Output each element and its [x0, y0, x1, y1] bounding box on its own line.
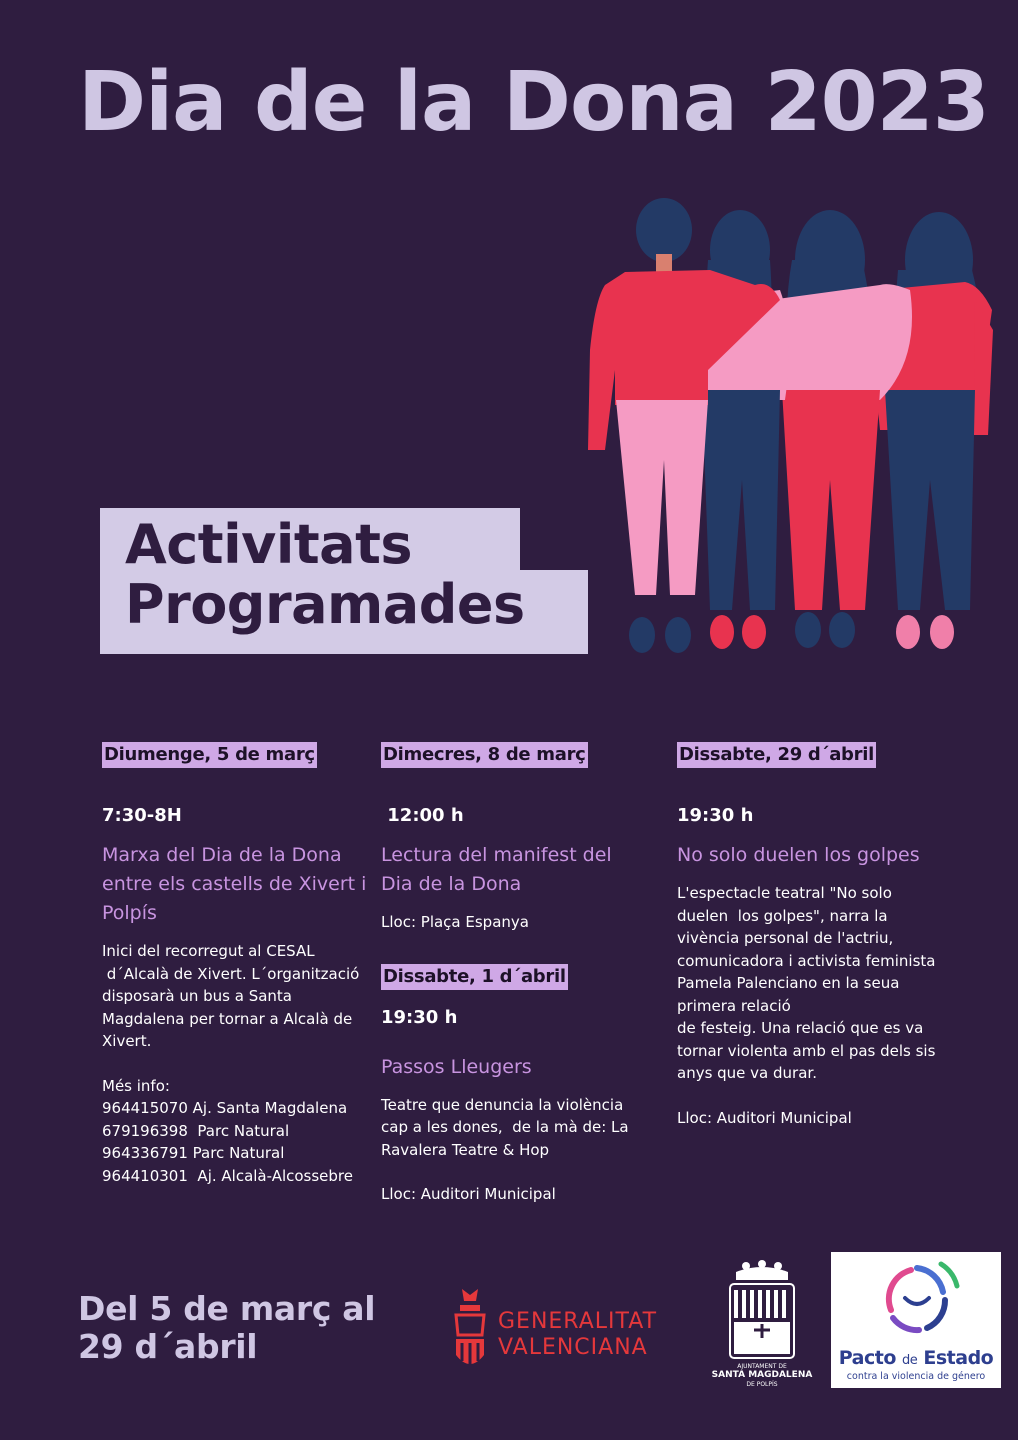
desc-line: d´Alcalà de Xivert. L´organització — [102, 964, 360, 983]
gv-line-1: GENERALITAT — [498, 1309, 658, 1334]
desc-line: Xivert. — [102, 1032, 152, 1050]
activity-description-2 — [381, 1094, 646, 1206]
activity-time: 19:30 h — [677, 805, 754, 826]
smag-line-2: SANTA MAGDALENA — [711, 1370, 813, 1380]
pacto-word-2: de — [902, 1353, 918, 1368]
info-line: 964410301 Aj. Alcalà-Alcossebre — [102, 1166, 354, 1185]
date-range-line-2: 29 d´abril — [78, 1327, 258, 1366]
activity-column-2 — [381, 742, 646, 1206]
desc-line: disposarà un bus a Santa — [102, 987, 292, 1005]
desc-line: Pamela Palenciano en la seua — [677, 974, 900, 992]
desc-line: Magdalena per tornar a Alcalà de — [102, 1009, 353, 1028]
info-label: Més info: — [102, 1076, 170, 1095]
activity-column-3 — [677, 742, 937, 1129]
activity-date: Dissabte, 29 d´abril — [677, 742, 876, 768]
desc-line: de festeig. Una relació que es va — [677, 1019, 924, 1037]
pacto-title — [831, 1347, 1001, 1369]
desc-line: cap a les dones, de la mà de: La — [381, 1118, 629, 1136]
smag-line-3: DE POLPÍS — [746, 1381, 778, 1388]
poster-title: Dia de la Dona 2023 — [78, 55, 989, 150]
desc-line: tornar violenta amb el pas dels sis — [677, 1041, 936, 1060]
activity-date-2: Dissabte, 1 d´abril — [381, 964, 568, 990]
info-line: 964336791 Parc Natural — [102, 1144, 285, 1162]
activity-date: Dimecres, 8 de març — [381, 742, 588, 768]
desc-line: comunicadora i activista feminista — [677, 951, 936, 970]
smag-line-1: AJUNTAMENT DE — [737, 1363, 787, 1370]
gv-wordmark — [498, 1309, 657, 1361]
heading-line-1: Activitats — [125, 513, 413, 576]
date-range — [78, 1290, 375, 1366]
desc-line: L'espectacle teatral "No solo — [677, 884, 892, 902]
activity-date: Diumenge, 5 de març — [102, 742, 317, 768]
heading-line-2: Programades — [125, 573, 525, 636]
activity-title: Lectura del manifest del Dia de la Dona — [381, 844, 612, 895]
women-embracing-illustration — [580, 190, 1000, 660]
desc-line: Inici del recorregut al CESAL — [102, 942, 315, 960]
activity-description — [677, 882, 937, 1129]
santa-magdalena-logo — [700, 1258, 824, 1392]
town-shield-icon — [700, 1258, 824, 1362]
activity-time-2: 19:30 h — [381, 1006, 458, 1028]
desc-line: duelen los golpes", narra la — [677, 906, 888, 925]
info-line: 964415070 Aj. Santa Magdalena — [102, 1099, 348, 1117]
desc-line: vivència personal de l'actriu, — [677, 929, 894, 947]
activity-place: Lloc: Auditori Municipal — [677, 1108, 852, 1127]
desc-line: anys que va durar. — [677, 1064, 817, 1082]
smile-circle-icon — [831, 1252, 1001, 1348]
desc-line: Ravalera Teatre & Hop — [381, 1140, 550, 1159]
activity-title-2: Passos Lleugers — [381, 1055, 532, 1078]
gv-line-2: VALENCIANA — [498, 1335, 648, 1360]
activity-title: Marxa del Dia de la Dona entre els castells de Xivert i Polpís — [102, 844, 367, 924]
smag-wordmark — [700, 1362, 824, 1389]
pacto-de-estado-logo — [831, 1252, 1001, 1388]
desc-line: primera relació — [677, 996, 791, 1015]
section-heading — [125, 515, 525, 635]
activity-place-2: Lloc: Auditori Municipal — [381, 1185, 556, 1203]
info-line: 679196398 Parc Natural — [102, 1121, 290, 1140]
activity-column-1 — [102, 742, 367, 1187]
gv-emblem-icon — [450, 1285, 490, 1375]
date-range-line-1: Del 5 de març al — [78, 1289, 376, 1328]
activity-place: Lloc: Plaça Espanya — [381, 913, 529, 931]
pacto-word-1: Pacto — [838, 1347, 903, 1369]
activity-time: 7:30-8H — [102, 805, 182, 826]
generalitat-valenciana-logo — [450, 1285, 690, 1375]
activity-description — [102, 940, 367, 1187]
desc-line: Teatre que denuncia la violència — [381, 1095, 624, 1114]
pacto-word-3: Estado — [917, 1347, 994, 1369]
activity-title: No solo duelen los golpes — [677, 844, 920, 866]
activity-time: 12:00 h — [381, 805, 464, 826]
pacto-subtitle: contra la violencia de género — [846, 1371, 986, 1382]
